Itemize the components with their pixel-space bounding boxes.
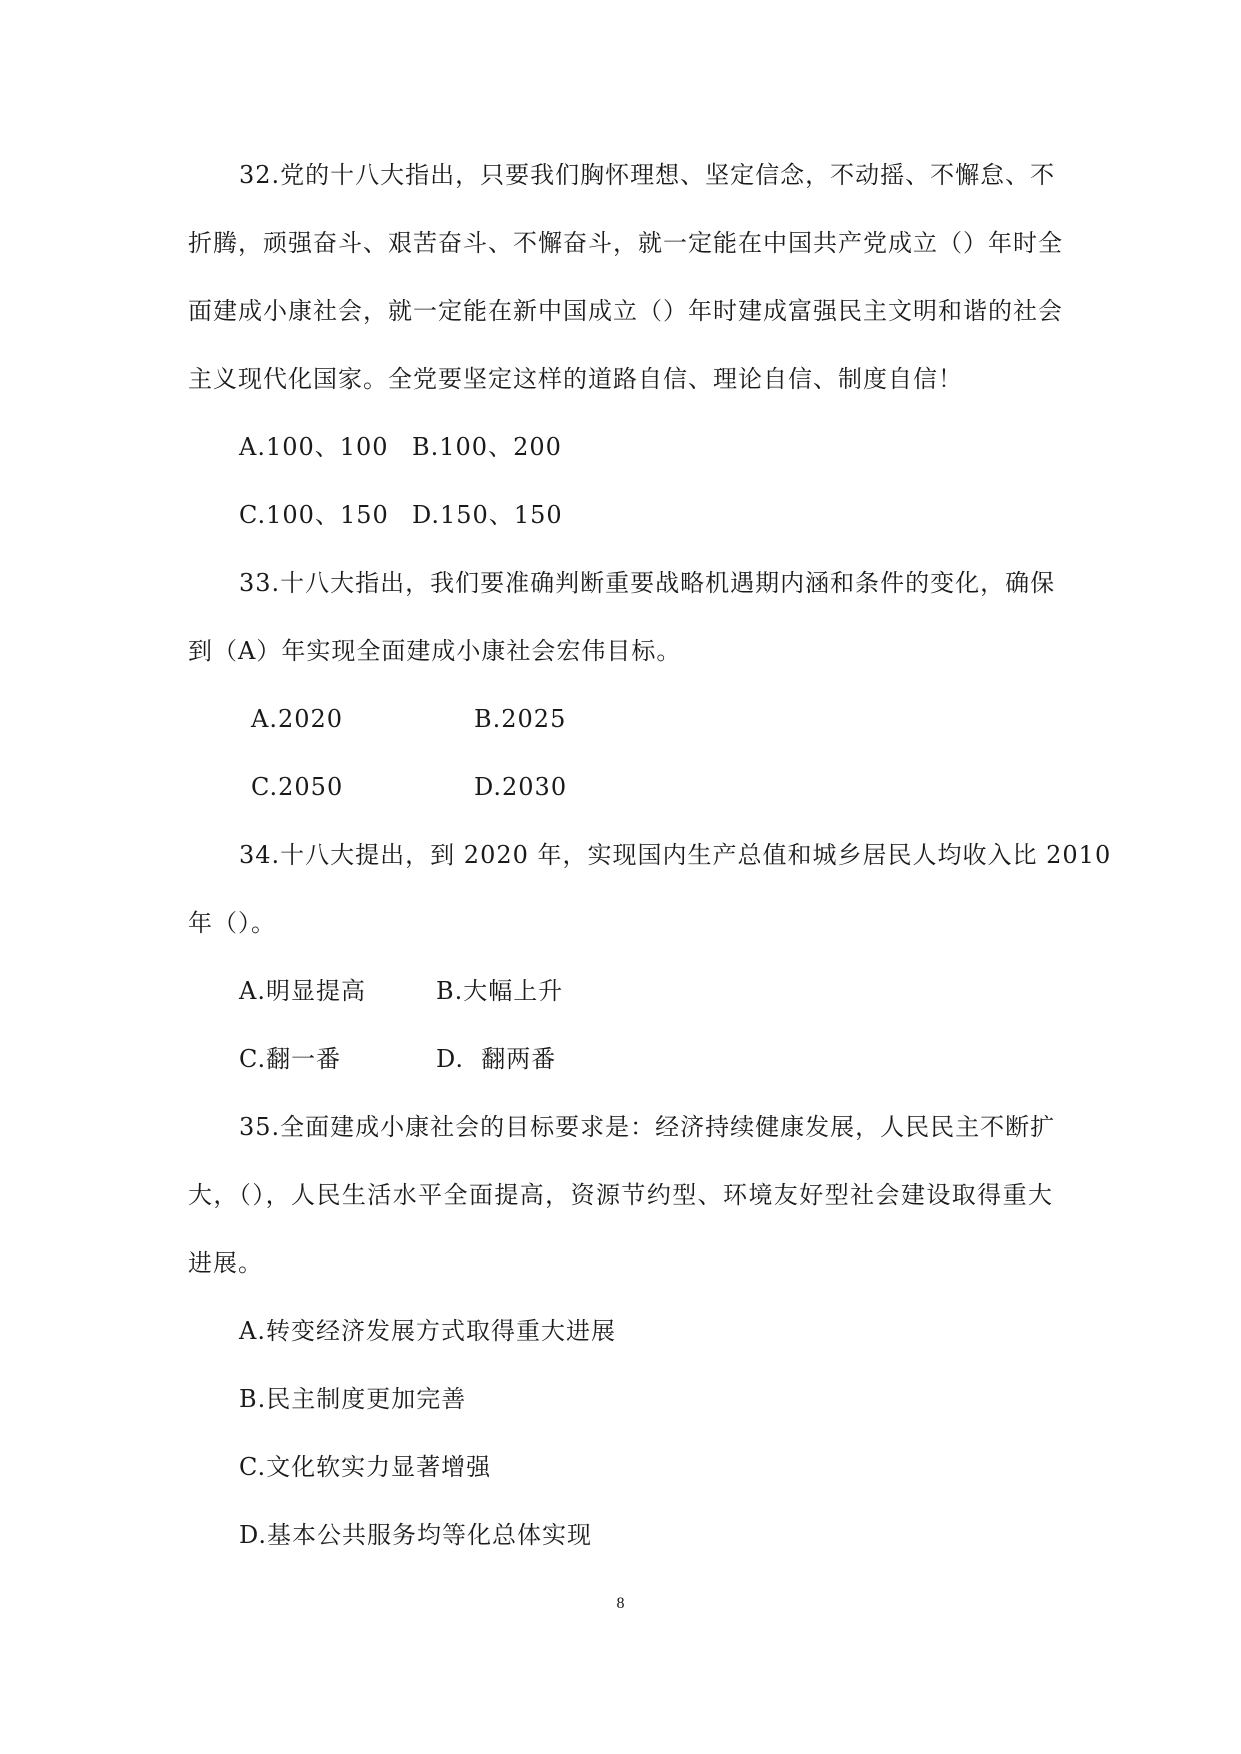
question-34-option-c: C.翻一番: [239, 1045, 342, 1073]
question-33-option-d: D.2030: [474, 773, 568, 801]
question-32-option-b: B.100、200: [412, 433, 562, 461]
question-32-line-1: 32.党的十八大指出，只要我们胸怀理想、坚定信念，不动摇、不懈怠、不: [239, 161, 1056, 189]
question-32-option-c: C.100、150: [239, 501, 389, 529]
question-35-option-a: A.转变经济发展方式取得重大进展: [239, 1317, 616, 1345]
question-33-option-c: C.2050: [251, 773, 344, 801]
question-32-line-2: 折腾，顽强奋斗、艰苦奋斗、不懈奋斗，就一定能在中国共产党成立（）年时全: [188, 229, 1063, 257]
question-32-option-a: A.100、100: [239, 433, 389, 461]
question-34-line-2: 年（）。: [188, 909, 276, 937]
question-35-option-b: B.民主制度更加完善: [239, 1385, 467, 1413]
question-35-option-c: C.文化软实力显著增强: [239, 1453, 492, 1481]
question-32-line-3: 面建成小康社会，就一定能在新中国成立（）年时建成富强民主文明和谐的社会: [188, 297, 1063, 325]
question-33-line-2: 到（A）年实现全面建成小康社会宏伟目标。: [188, 637, 682, 665]
question-34-option-d: D. 翻两番: [436, 1045, 557, 1073]
question-35-line-1: 35.全面建成小康社会的目标要求是：经济持续健康发展，人民民主不断扩: [239, 1113, 1056, 1141]
question-35-line-3: 进展。: [188, 1249, 263, 1277]
question-32-option-d: D.150、150: [412, 501, 563, 529]
question-33-line-1: 33.十八大指出，我们要准确判断重要战略机遇期内涵和条件的变化，确保: [239, 569, 1056, 597]
question-33-option-a: A.2020: [251, 705, 344, 733]
page-number: 8: [616, 1595, 625, 1612]
question-33-option-b: B.2025: [474, 705, 567, 733]
question-34-option-a: A.明显提高: [239, 977, 366, 1005]
question-35-option-d: D.基本公共服务均等化总体实现: [239, 1521, 593, 1549]
question-32-line-4: 主义现代化国家。全党要坚定这样的道路自信、理论自信、制度自信！: [188, 365, 963, 393]
question-34-option-b: B.大幅上升: [436, 977, 564, 1005]
question-34-line-1: 34.十八大提出，到 2020 年，实现国内生产总值和城乡居民人均收入比 2010: [239, 841, 1112, 869]
question-35-line-2: 大，（），人民生活水平全面提高，资源节约型、环境友好型社会建设取得重大: [188, 1181, 1053, 1209]
